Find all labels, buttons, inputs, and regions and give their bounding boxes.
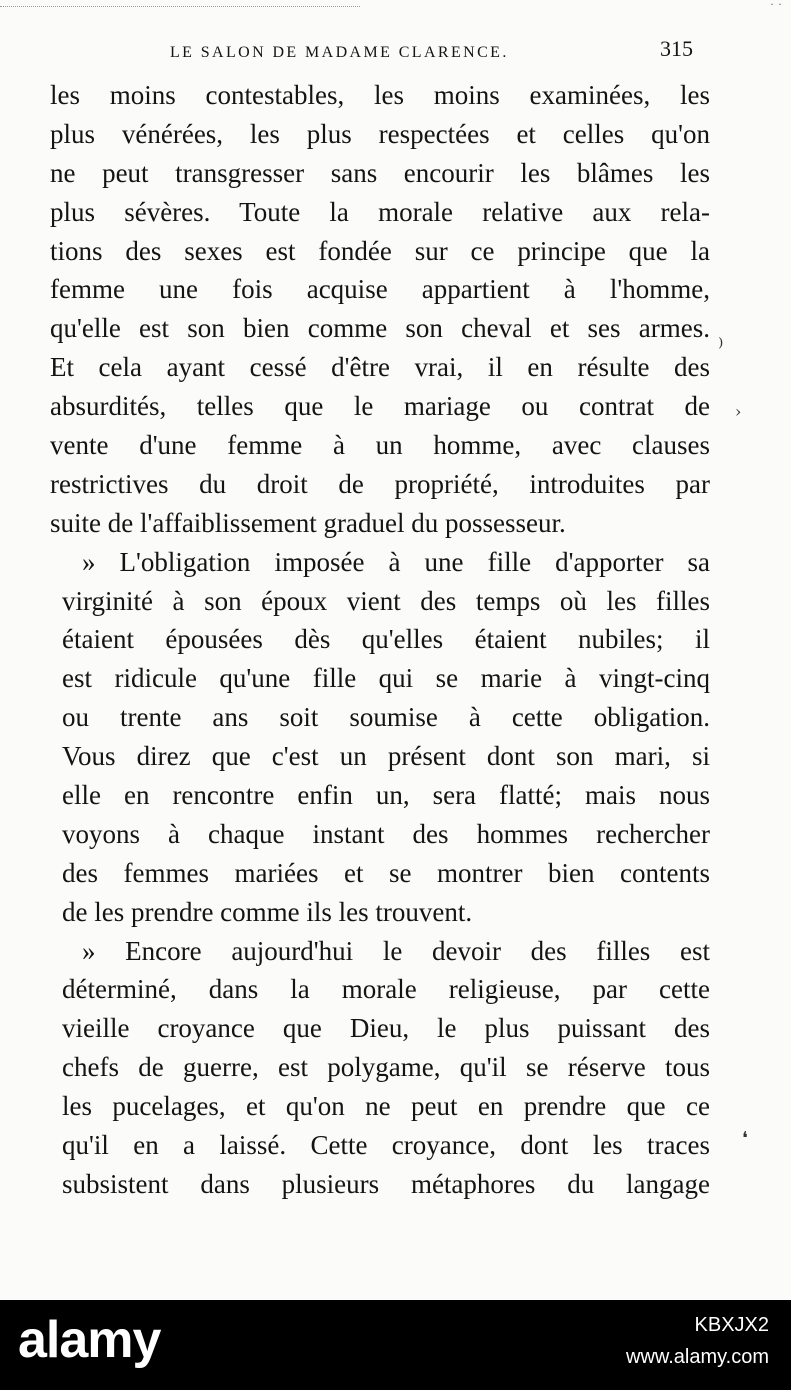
text-line: virginité à son époux vient des temps où les filles — [62, 585, 710, 616]
margin-speck: ⁾ — [718, 335, 724, 360]
text-line: les pucelages, et qu'on ne peut en prendre que ce — [62, 1091, 710, 1122]
text-line: voyons à chaque instant des hommes rechercher — [62, 818, 710, 849]
page-number: 315 — [660, 36, 693, 61]
text-line: est ridicule qu'une fille qui se marie à vingt-cinq — [62, 663, 710, 694]
text-line: de les prendre comme ils les trouvent. — [62, 896, 473, 927]
text-line: Et cela ayant cessé d'être vrai, il en résulte des — [50, 352, 710, 383]
text-line: qu'elle est son bien comme son cheval et ses armes. — [50, 313, 710, 344]
text-line: plus sévères. Toute la morale relative aux rela- — [50, 196, 710, 227]
watermark-url: www.alamy.com — [626, 1346, 769, 1368]
text-line: tions des sexes est fondée sur ce principe que la — [50, 235, 710, 266]
text-line: qu'il en a laissé. Cette croyance, dont les traces — [62, 1130, 710, 1161]
watermark-image-id: KBXJX2 — [694, 1314, 769, 1336]
running-head: LE SALON DE MADAME CLARENCE. — [170, 44, 509, 61]
text-line: vente d'une femme à un homme, avec clauses — [50, 430, 710, 461]
text-line: Vous direz que c'est un présent dont son mari, si — [62, 741, 710, 772]
text-line: restrictives du droit de propriété, introduites par — [50, 468, 710, 499]
body-text — [50, 76, 710, 1204]
text-line: déterminé, dans la morale religieuse, par cette — [62, 974, 710, 1005]
watermark-logo: alamy — [18, 1311, 161, 1369]
margin-speck: › — [735, 402, 742, 421]
text-line: suite de l'affaiblissement graduel du possesseur. — [50, 507, 566, 538]
text-line: ne peut transgresser sans encourir les blâmes les — [50, 157, 710, 188]
text-line: absurdités, telles que le mariage ou contrat de — [50, 391, 710, 422]
margin-speck: ❛ — [742, 1128, 748, 1149]
text-line: elle en rencontre enfin un, sera flatté; mais nous — [62, 780, 710, 811]
text-line: étaient épousées dès qu'elles étaient nubiles; il — [62, 624, 710, 655]
text-line: ou trente ans soit soumise à cette obligation. — [62, 702, 710, 733]
paragraph-start-line: » L'obligation imposée à une fille d'apporter sa — [82, 546, 710, 577]
text-line: subsistent dans plusieurs métaphores du langage — [62, 1168, 710, 1199]
text-line: chefs de guerre, est polygame, qu'il se réserve tous — [62, 1052, 710, 1083]
text-line: vieille croyance que Dieu, le plus puissant des — [62, 1013, 710, 1044]
watermark-banner — [0, 1300, 791, 1390]
corner-specks: ˙˙ — [769, 2, 785, 16]
text-line: plus vénérées, les plus respectées et celles qu'on — [50, 118, 710, 149]
text-line: les moins contestables, les moins examinées, les — [50, 80, 710, 110]
top-edge-rule — [0, 6, 360, 7]
text-line: femme une fois acquise appartient à l'homme, — [50, 274, 710, 305]
text-line: des femmes mariées et se montrer bien contents — [62, 857, 710, 888]
paragraph-start-line: » Encore aujourd'hui le devoir des filles est — [82, 935, 710, 966]
